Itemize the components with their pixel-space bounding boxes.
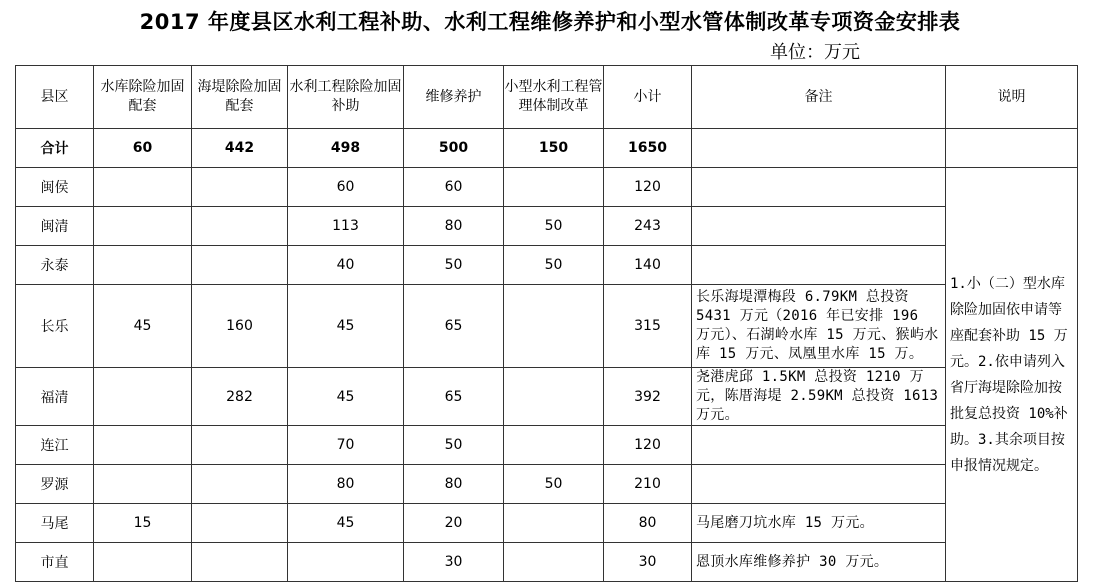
row-subtotal: 120 [604, 426, 692, 465]
allocation-table [15, 65, 1078, 582]
row-remarks [692, 168, 946, 207]
row-water-project: 40 [288, 246, 404, 285]
table-row [16, 465, 1078, 504]
row-remarks [692, 207, 946, 246]
table-row [16, 207, 1078, 246]
row-water-project: 45 [288, 285, 404, 368]
row-reservoir [94, 207, 192, 246]
total-explanation [946, 129, 1078, 168]
row-remarks: 恩顶水库维修养护 30 万元。 [692, 543, 946, 582]
row-seawall [192, 504, 288, 543]
row-maintenance: 30 [404, 543, 504, 582]
row-seawall: 160 [192, 285, 288, 368]
row-maintenance: 80 [404, 465, 504, 504]
explanation-cell: 1.小（二）型水库除险加固依申请等座配套补助 15 万元。2.依申请列入省厅海堤除险加按批复总投资 10%补助。3.其余项目按申报情况规定。 [946, 168, 1078, 582]
table-row [16, 426, 1078, 465]
row-reservoir [94, 426, 192, 465]
row-county: 马尾 [16, 504, 94, 543]
table-row [16, 168, 1078, 207]
unit-label: 单位：万元 [770, 42, 860, 63]
row-seawall [192, 543, 288, 582]
row-water-project: 113 [288, 207, 404, 246]
row-water-project: 70 [288, 426, 404, 465]
row-remarks: 马尾磨刀坑水库 15 万元。 [692, 504, 946, 543]
row-county: 罗源 [16, 465, 94, 504]
row-seawall: 282 [192, 368, 288, 426]
row-reservoir [94, 465, 192, 504]
row-remarks [692, 465, 946, 504]
table-row [16, 504, 1078, 543]
row-reservoir: 45 [94, 285, 192, 368]
row-subtotal: 210 [604, 465, 692, 504]
row-remarks [692, 426, 946, 465]
header-subtotal: 小计 [604, 66, 692, 129]
total-remarks [692, 129, 946, 168]
row-seawall [192, 246, 288, 285]
row-small-reform [504, 504, 604, 543]
row-water-project: 80 [288, 465, 404, 504]
row-water-project: 45 [288, 368, 404, 426]
row-subtotal: 120 [604, 168, 692, 207]
row-small-reform [504, 543, 604, 582]
table-row [16, 246, 1078, 285]
row-county: 福清 [16, 368, 94, 426]
header-remarks: 备注 [692, 66, 946, 129]
row-subtotal: 140 [604, 246, 692, 285]
row-reservoir [94, 543, 192, 582]
row-small-reform: 50 [504, 465, 604, 504]
row-reservoir [94, 246, 192, 285]
total-maintenance: 500 [404, 129, 504, 168]
row-small-reform: 50 [504, 246, 604, 285]
table-row [16, 543, 1078, 582]
row-subtotal: 315 [604, 285, 692, 368]
header-county: 县区 [16, 66, 94, 129]
header-row [16, 66, 1078, 129]
row-maintenance: 50 [404, 426, 504, 465]
row-water-project: 45 [288, 504, 404, 543]
total-label: 合计 [16, 129, 94, 168]
row-maintenance: 60 [404, 168, 504, 207]
row-maintenance: 20 [404, 504, 504, 543]
row-county: 闽清 [16, 207, 94, 246]
row-county: 长乐 [16, 285, 94, 368]
total-subtotal: 1650 [604, 129, 692, 168]
row-seawall [192, 426, 288, 465]
row-remarks: 长乐海堤潭梅段 6.79KM 总投资 5431 万元（2016 年已安排 196 万元）、石湖岭水库 15 万元、猴屿水库 15 万元、凤凰里水库 15 万。 [692, 285, 946, 368]
row-maintenance: 65 [404, 285, 504, 368]
row-subtotal: 80 [604, 504, 692, 543]
row-small-reform: 50 [504, 207, 604, 246]
row-reservoir [94, 168, 192, 207]
table-row [16, 368, 1078, 426]
row-county: 连江 [16, 426, 94, 465]
row-maintenance: 50 [404, 246, 504, 285]
row-small-reform [504, 426, 604, 465]
row-county: 永泰 [16, 246, 94, 285]
total-reservoir: 60 [94, 129, 192, 168]
total-row [16, 129, 1078, 168]
row-small-reform [504, 285, 604, 368]
row-county: 闽侯 [16, 168, 94, 207]
row-seawall [192, 207, 288, 246]
row-small-reform [504, 168, 604, 207]
row-county: 市直 [16, 543, 94, 582]
header-seawall: 海堤除险加固配套 [192, 66, 288, 129]
header-small-reform: 小型水利工程管理体制改革 [504, 66, 604, 129]
total-seawall: 442 [192, 129, 288, 168]
row-water-project: 60 [288, 168, 404, 207]
row-seawall [192, 168, 288, 207]
header-water-project: 水利工程除险加固补助 [288, 66, 404, 129]
row-subtotal: 30 [604, 543, 692, 582]
row-remarks: 尧港虎邱 1.5KM 总投资 1210 万元，陈厝海堤 2.59KM 总投资 1613 万元。 [692, 368, 946, 426]
total-small-reform: 150 [504, 129, 604, 168]
row-subtotal: 392 [604, 368, 692, 426]
row-water-project [288, 543, 404, 582]
page-title: 2017 年度县区水利工程补助、水利工程维修养护和小型水管体制改革专项资金安排表 [139, 10, 961, 34]
total-water-project: 498 [288, 129, 404, 168]
row-maintenance: 65 [404, 368, 504, 426]
header-explanation: 说明 [946, 66, 1078, 129]
row-seawall [192, 465, 288, 504]
row-remarks [692, 246, 946, 285]
header-reservoir: 水库除险加固配套 [94, 66, 192, 129]
row-maintenance: 80 [404, 207, 504, 246]
row-reservoir [94, 368, 192, 426]
row-reservoir: 15 [94, 504, 192, 543]
header-maintenance: 维修养护 [404, 66, 504, 129]
row-small-reform [504, 368, 604, 426]
row-subtotal: 243 [604, 207, 692, 246]
table-row [16, 285, 1078, 368]
